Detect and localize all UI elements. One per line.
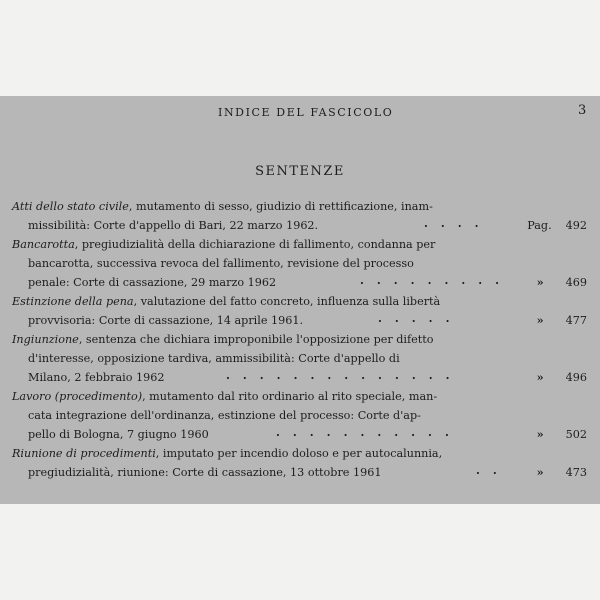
entry-text: , mutamento di sesso, giudizio di rettificazione, inam- (128, 200, 433, 213)
entry-text: pello di Bologna, 7 giugno 1960 (28, 428, 209, 441)
entry-line (0, 425, 600, 444)
index-page (0, 96, 600, 504)
entry-text: Milano, 2 febbraio 1962 (28, 371, 165, 384)
entry-page-ref (537, 273, 587, 292)
entry-line (0, 292, 600, 311)
leader-dots: ..... (378, 311, 463, 325)
entry-text: , imputato per incendio doloso e per autocalunnia, (155, 447, 443, 460)
entry-text: bancarotta, successiva revoca del fallimento, revisione del processo (28, 257, 414, 270)
entry-page: 469 (565, 276, 587, 289)
entry-subject: Ingiunzione (12, 333, 79, 346)
index-entry (0, 330, 600, 387)
leader-dots: .............. (226, 368, 463, 382)
page-label: » (536, 275, 544, 289)
leader-dots: ......... (360, 273, 513, 287)
entry-line (0, 387, 600, 406)
entry-subject: Atti dello stato civile (12, 200, 129, 213)
entry-line (0, 368, 600, 387)
index-entry (0, 444, 600, 482)
entry-subject: Estinzione della pena (12, 295, 134, 308)
leader-dots: .. (476, 463, 510, 477)
entry-page: 492 (565, 219, 587, 232)
index-entry (0, 387, 600, 444)
entry-page-ref (537, 463, 587, 482)
page-header (0, 103, 600, 122)
entry-subject: Bancarotta (12, 238, 75, 251)
entry-text: , mutamento dal rito ordinario al rito speciale, man- (142, 390, 438, 403)
entry-page: 496 (565, 371, 587, 384)
entry-line (0, 235, 600, 254)
leader-dots: .... (424, 216, 492, 230)
entry-line (0, 463, 600, 482)
entry-text: provvisoria: Corte di cassazione, 14 aprile 1961. (28, 314, 304, 327)
entry-text: , valutazione del fatto concreto, influenza sulla libertà (133, 295, 441, 308)
entry-text: , pregiudizialità della dichiarazione di fallimento, condanna per (74, 238, 436, 251)
page-label: » (536, 313, 544, 327)
entry-page-ref (537, 311, 587, 330)
entry-text: pregiudizialità, riunione: Corte di cassazione, 13 ottobre 1961 (28, 466, 382, 479)
index-entry (0, 292, 600, 330)
entry-line (0, 197, 600, 216)
entry-text: d'interesse, opposizione tardiva, ammissibilità: Corte d'appello di (28, 352, 400, 365)
entry-line (0, 444, 600, 463)
entry-line (0, 273, 600, 292)
entry-line (0, 311, 600, 330)
entry-text: penale: Corte di cassazione, 29 marzo 1962 (28, 276, 277, 289)
entry-text: cata integrazione dell'ordinanza, estinzione del processo: Corte d'ap- (28, 409, 421, 422)
page-label: » (536, 465, 544, 479)
index-entry (0, 235, 600, 292)
entry-text: missibilità: Corte d'appello di Bari, 22 marzo 1962. (28, 219, 319, 232)
entry-subject: Riunione di procedimenti (12, 447, 156, 460)
page-number: 3 (578, 103, 587, 118)
entry-line (0, 330, 600, 349)
entry-page-ref (537, 425, 587, 444)
index-entries (0, 197, 600, 482)
entry-page: 502 (565, 428, 587, 441)
leader-dots: ........... (276, 425, 462, 439)
page-label: Pag. (527, 219, 552, 232)
entry-text: , sentenza che dichiara improponibile l'opposizione per difetto (78, 333, 434, 346)
index-entry (0, 197, 600, 235)
entry-line (0, 216, 600, 235)
entry-page-ref (537, 368, 587, 387)
entry-subject: Lavoro (procedimento) (12, 390, 143, 403)
entry-page: 477 (565, 314, 587, 327)
section-title: SENTENZE (255, 164, 345, 179)
running-title: INDICE DEL FASCICOLO (218, 106, 394, 119)
page-label: » (536, 370, 544, 384)
entry-page: 473 (565, 466, 587, 479)
page-label: » (536, 427, 544, 441)
entry-page-ref (527, 216, 587, 235)
